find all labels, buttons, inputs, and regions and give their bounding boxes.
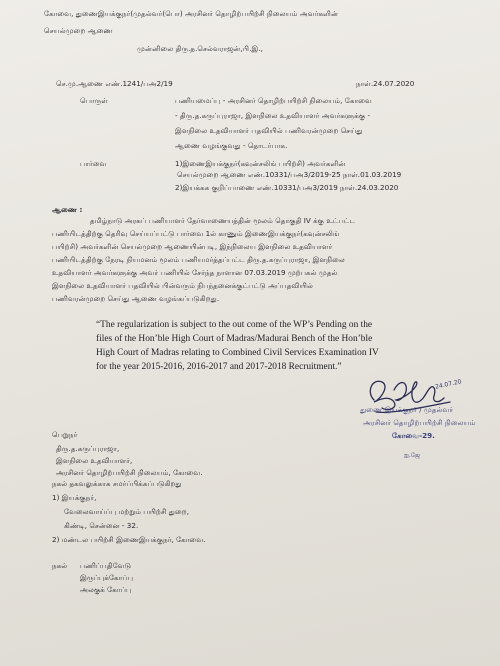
reference-item-1-line-2: செயல்முறை ஆணை எண்.10331/பஅ3/2019-25 நாள்.01.03.2019 (177, 170, 402, 179)
reference-item-1: 1)இணைஇயக்குநர்(கவுன்சலிங் பயிற்சி) அவர்களின் (175, 159, 346, 168)
order-line: உதவியாளர் அவர்களுக்கு அவர் பணியில் சேர்ந்த நாளான 07.03.2019 முற்பகல் முதல் (52, 268, 338, 277)
copy-submitted-item-1: 1) இயக்குநர், (52, 493, 97, 502)
copy-line: இருப்புக்கோப்பு (80, 573, 134, 582)
copy-label: நகல் (52, 561, 68, 570)
order-line: பணியிடத்திற்கு தெரிவு செய்யப்பட்டு பார்வை 1ல் காணும் இணைஇயக்குநர்(கவுன்சலிங் (52, 229, 340, 238)
stamp-line-2: அரசினர் தொழிற்பயிற்சி நிலையம் (363, 418, 476, 427)
references-label: பார்வை (80, 159, 107, 168)
stamp-line-3: கோவை-29. (392, 431, 435, 440)
condition-line: files of the Hon’ble High Court of Madras/Madurai Bench of the Hon’ble (96, 334, 373, 344)
copy-line: அலகுக் கோப்பு (80, 585, 132, 594)
header-line-1: கோவை, துணைஇயக்குநர்(முதல்வர்(பொ) அரசினர் தொழிற்பயிற்சி நிலையம் அவர்களின் (44, 9, 338, 18)
condition-line: “The regularization is subject to the out come of the WP’s Pending on the (96, 320, 373, 330)
copy-submitted-item-1-line-3: கிண்டி, சென்னை - 32. (64, 521, 139, 530)
copy-submitted-item-2: 2) மண்டல பயிற்சி இணைஇயக்குநர், கோவை. (52, 535, 206, 544)
signature-date: 24.07.20 (434, 378, 463, 391)
stamp-line-1: துணை இயக்குநர் / முதல்வர் (360, 405, 454, 414)
order-line: பயிற்சி) அவர்களின் செயல்முறை ஆணையின்படி, இந்நிலைய இளநிலை உதவியாளர் (52, 242, 333, 251)
copy-submitted-item-1-line-2: வேலைவாய்ப்பு மற்றும் பயிற்சி துறை, (64, 507, 190, 516)
header-line-2: செயல்முறை ஆணை (44, 26, 113, 35)
subject-line: ஆணை வழங்குவது - தொடர்பாக. (175, 141, 288, 150)
subject-label: பொருள் (80, 96, 108, 105)
copy-submitted-label: நகல் தகவலுக்காக சமர்ப்பிக்கப்படுகிறது (52, 479, 182, 488)
condition-line: for the year 2015-2016, 2016-2017 and 2017-2018 Recruitment.” (96, 362, 342, 372)
recipient-line: இளநிலை உதவியாளர், (56, 456, 133, 465)
recipient-label: பெறுநர் (52, 430, 78, 439)
subject-line: இளநிலை உதவியாளர் பதவியில் பணிவரன்முறை செய்து (175, 126, 363, 135)
order-label: ஆணை : (52, 205, 83, 214)
order-line: பணியிடத்திற்கு நேரடி நியமனம் மூலம் பணியமர்த்தப்பட்ட திரு.த.கருப்புராஜா, இளநிலை (52, 255, 345, 264)
initials: ஐ.ஜே (404, 452, 420, 459)
subject-line: - திரு.த.கருப்புராஜா, இளநிலை உதவியாளர் அவர்களுக்கு - (175, 111, 371, 120)
copy-line: பணிப்பதிவேடு (80, 561, 132, 570)
reference-number: செ.மு.ஆணை எண்.1241/பஅ2/19 (56, 79, 173, 88)
order-line: பணிவரன்முறை செய்து ஆணை வழங்கப்படுகிறது. (52, 294, 220, 303)
recipient-line: அரசினர் தொழிற்பயிற்சி நிலையம், கோவை. (56, 468, 203, 477)
subject-line: பணியமைப்பு - அரசினர் தொழிற்பயிற்சி நிலையம், கோவை (175, 96, 372, 105)
condition-line: High Court of Madras relating to Combined Civil Services Examination IV (96, 348, 379, 358)
signature (360, 372, 480, 424)
reference-date: நாள்.24.07.2020 (356, 79, 415, 88)
order-line: இளநிலை உதவியாளர் பதவியில் பின்வரும் நிபந்தனைக்குட்பட்டு அப்பதவியில் (52, 281, 313, 290)
presence-line: முன்னிலை திரு.த.செல்வராஜன்,பி.இ., (137, 44, 263, 53)
reference-item-2: 2)இயக்கக குறிப்பாணை எண்.10331/பஅ3/2019 நாள்.24.03.2020 (175, 183, 399, 192)
order-line: தமிழ்நாடு அரசுப் பணியாளர் தேர்வாணையத்தின் மூலம் தொகுதி IV க்கு உட்பட்ட (90, 216, 356, 225)
recipient-line: திரு.த.கருப்புராஜா, (56, 444, 120, 453)
